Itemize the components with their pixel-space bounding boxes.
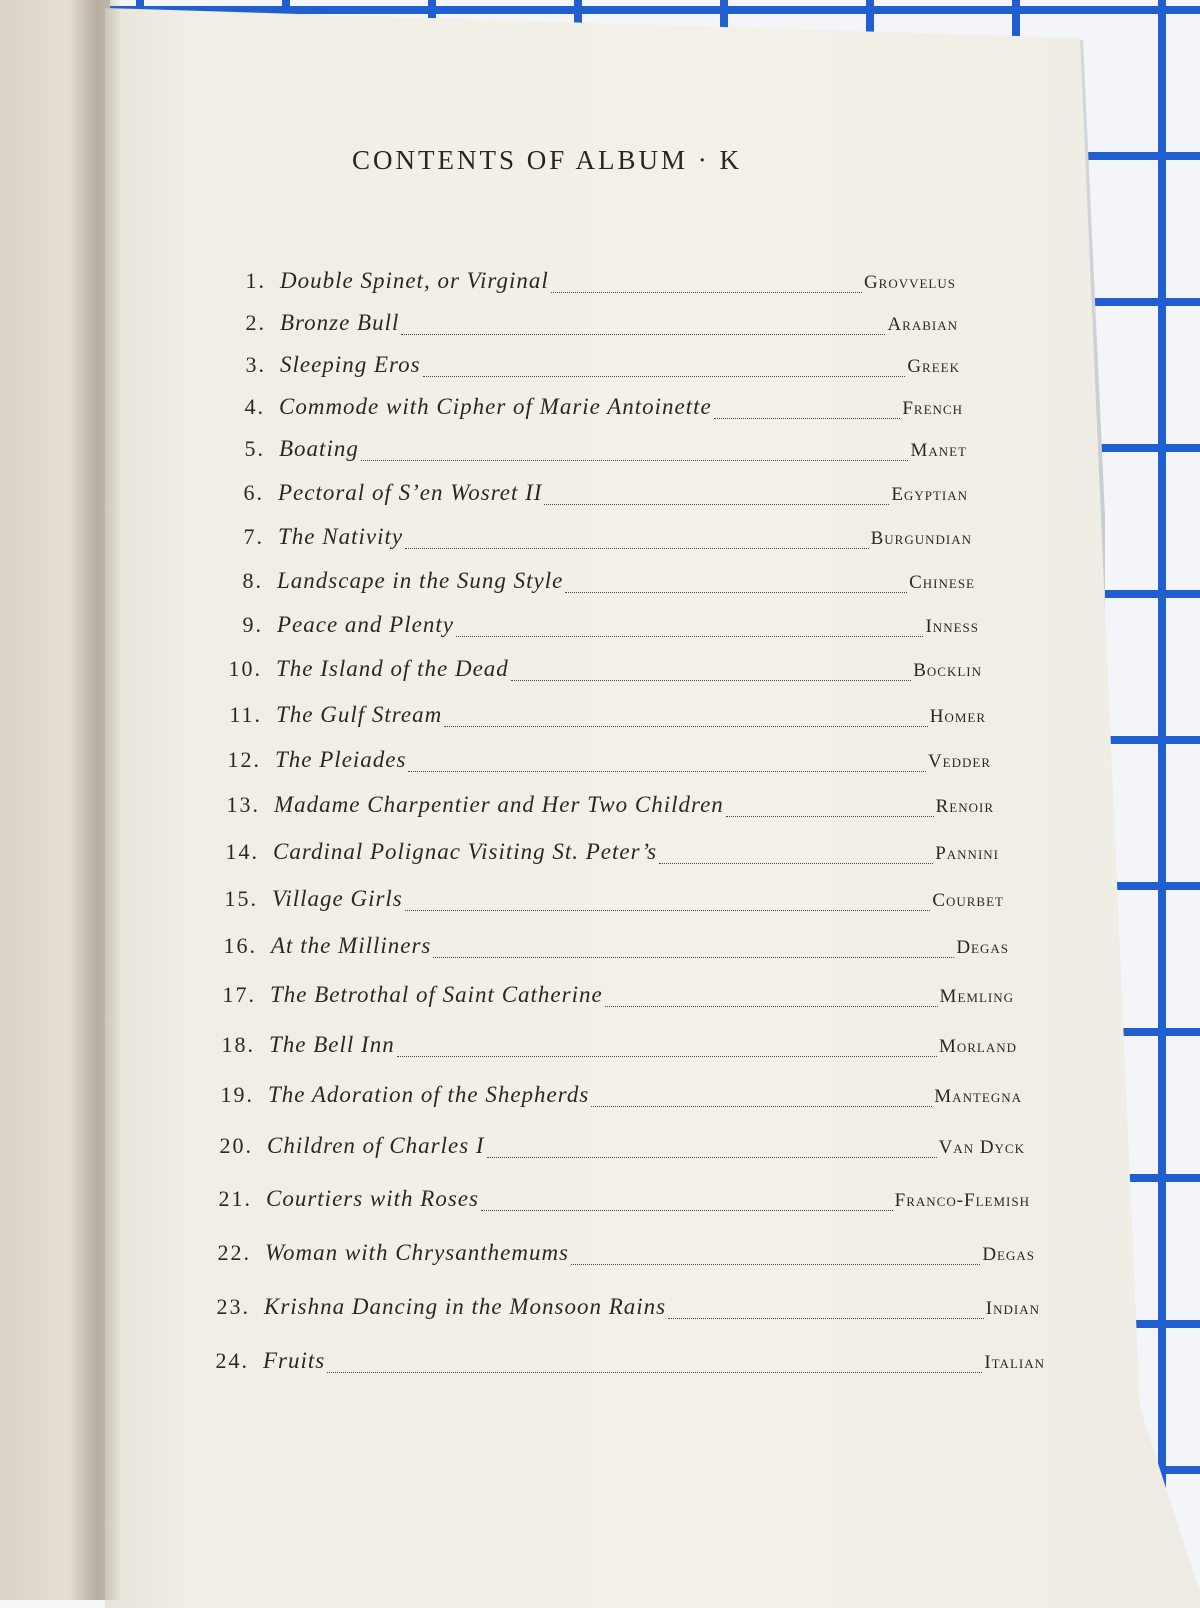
entry-title: Double Spinet, or Virginal bbox=[280, 268, 549, 293]
entry-number: 2. bbox=[245, 310, 266, 335]
entry-attribution: Chinese bbox=[909, 572, 975, 593]
entry-number: 1. bbox=[245, 268, 266, 293]
entry-attribution: Italian bbox=[984, 1352, 1045, 1373]
dot-leader bbox=[481, 1210, 893, 1211]
entry-title: The Nativity bbox=[278, 524, 404, 549]
dot-leader bbox=[591, 1106, 932, 1107]
entry-title: Sleeping Eros bbox=[280, 352, 421, 377]
dot-leader bbox=[511, 680, 911, 681]
entry-attribution: Burgundian bbox=[870, 528, 972, 549]
entry-title: Bronze Bull bbox=[280, 310, 400, 335]
entry-number: 24. bbox=[215, 1348, 249, 1373]
entry-title: Commode with Cipher of Marie Antoinette bbox=[279, 394, 712, 419]
dot-leader bbox=[444, 726, 928, 727]
entry-attribution: Inness bbox=[925, 616, 979, 637]
contents-entry bbox=[217, 436, 967, 468]
contents-entry bbox=[207, 1032, 1017, 1064]
entry-title: Children of Charles I bbox=[267, 1133, 485, 1158]
dot-leader bbox=[327, 1372, 982, 1373]
entry-title: The Island of the Dead bbox=[276, 656, 509, 681]
entry-attribution: Grovvelus bbox=[863, 272, 956, 293]
entry-title: Courtiers with Roses bbox=[266, 1186, 479, 1211]
entry-attribution: Egyptian bbox=[891, 484, 968, 505]
entry-number: 21. bbox=[218, 1186, 252, 1211]
contents-entry bbox=[214, 702, 986, 734]
entry-attribution: Mantegna bbox=[934, 1086, 1022, 1107]
page-title: CONTENTS OF ALBUM · K bbox=[352, 145, 743, 175]
dot-leader bbox=[605, 1006, 938, 1007]
entry-attribution: French bbox=[902, 398, 963, 419]
contents-entry bbox=[215, 568, 975, 600]
entry-title: Woman with Chrysanthemums bbox=[265, 1240, 569, 1265]
contents-entry bbox=[215, 612, 979, 644]
entry-number: 16. bbox=[223, 933, 257, 958]
entry-title: At the Milliners bbox=[271, 933, 432, 958]
dot-leader bbox=[544, 504, 889, 505]
entry-number: 20. bbox=[219, 1133, 253, 1158]
dot-leader bbox=[571, 1264, 980, 1265]
contents-entry bbox=[214, 656, 982, 688]
entry-attribution: Courbet bbox=[932, 890, 1004, 911]
dot-leader bbox=[361, 460, 909, 461]
dot-leader bbox=[423, 376, 906, 377]
dot-leader bbox=[551, 292, 862, 293]
entry-title: Boating bbox=[279, 436, 359, 461]
entry-number: 23. bbox=[216, 1294, 250, 1319]
contents-entry bbox=[202, 1294, 1040, 1326]
dot-leader bbox=[659, 863, 933, 864]
entry-attribution: Renoir bbox=[935, 796, 994, 817]
entry-title: Fruits bbox=[263, 1348, 326, 1373]
dot-leader bbox=[714, 418, 901, 419]
entry-attribution: Indian bbox=[985, 1298, 1040, 1319]
entry-number: 9. bbox=[242, 612, 263, 637]
entry-number: 8. bbox=[242, 568, 263, 593]
entry-attribution: Franco-Flemish bbox=[894, 1190, 1030, 1211]
contents-entry bbox=[209, 933, 1009, 965]
dot-leader bbox=[405, 548, 869, 549]
contents-entry bbox=[218, 268, 956, 300]
entry-attribution: Degas bbox=[956, 937, 1009, 958]
dot-leader bbox=[565, 592, 907, 593]
entry-title: Madame Charpentier and Her Two Children bbox=[274, 792, 724, 817]
contents-entry bbox=[218, 352, 960, 384]
contents-entry bbox=[201, 1348, 1045, 1380]
entry-attribution: Arabian bbox=[887, 314, 958, 335]
entry-title: The Adoration of the Shepherds bbox=[268, 1082, 590, 1107]
contents-entry bbox=[211, 839, 999, 871]
entry-attribution: Vedder bbox=[927, 751, 991, 772]
contents-entry bbox=[213, 747, 991, 779]
entry-number: 3. bbox=[245, 352, 266, 377]
entry-title: Village Girls bbox=[272, 886, 403, 911]
dot-leader bbox=[726, 816, 934, 817]
entry-number: 17. bbox=[222, 982, 256, 1007]
entry-title: Krishna Dancing in the Monsoon Rains bbox=[264, 1294, 667, 1319]
entry-number: 19. bbox=[220, 1082, 254, 1107]
entry-title: The Gulf Stream bbox=[276, 702, 443, 727]
dot-leader bbox=[668, 1318, 984, 1319]
entry-number: 11. bbox=[229, 702, 262, 727]
entry-title: Peace and Plenty bbox=[277, 612, 454, 637]
entry-attribution: Manet bbox=[910, 440, 967, 461]
entry-title: The Pleiades bbox=[275, 747, 407, 772]
contents-entry bbox=[216, 480, 968, 512]
entry-attribution: Pannini bbox=[935, 843, 999, 864]
dot-leader bbox=[397, 1056, 937, 1057]
entry-attribution: Van Dyck bbox=[938, 1137, 1025, 1158]
entry-number: 7. bbox=[243, 524, 264, 549]
entry-title: The Bell Inn bbox=[269, 1032, 395, 1057]
entry-attribution: Morland bbox=[938, 1036, 1017, 1057]
entry-title: The Betrothal of Saint Catherine bbox=[270, 982, 603, 1007]
entry-number: 13. bbox=[226, 792, 260, 817]
dot-leader bbox=[487, 1157, 937, 1158]
entry-attribution: Bocklin bbox=[913, 660, 982, 681]
entry-number: 14. bbox=[225, 839, 259, 864]
contents-entry bbox=[203, 1240, 1035, 1272]
contents-entry bbox=[212, 792, 994, 824]
entry-number: 10. bbox=[228, 656, 262, 681]
contents-entry bbox=[217, 394, 963, 426]
entry-number: 22. bbox=[217, 1240, 251, 1265]
dot-leader bbox=[433, 957, 954, 958]
contents-entry bbox=[218, 310, 958, 342]
entry-number: 5. bbox=[244, 436, 265, 461]
contents-entry bbox=[216, 524, 972, 556]
entry-number: 6. bbox=[243, 480, 264, 505]
entry-number: 18. bbox=[221, 1032, 255, 1057]
contents-entry bbox=[205, 1133, 1025, 1165]
entry-attribution: Degas bbox=[982, 1244, 1035, 1265]
contents-entry bbox=[208, 982, 1014, 1014]
contents-entry bbox=[210, 886, 1004, 918]
contents-entry bbox=[204, 1186, 1030, 1218]
dot-leader bbox=[408, 771, 925, 772]
dot-leader bbox=[405, 910, 931, 911]
entry-attribution: Memling bbox=[939, 986, 1014, 1007]
dot-leader bbox=[401, 334, 885, 335]
entry-number: 15. bbox=[224, 886, 258, 911]
contents-entry bbox=[206, 1082, 1022, 1114]
entry-title: Pectoral of S’en Wosret II bbox=[278, 480, 543, 505]
entry-number: 12. bbox=[227, 747, 261, 772]
entry-number: 4. bbox=[244, 394, 265, 419]
entry-attribution: Homer bbox=[929, 706, 986, 727]
entry-title: Cardinal Polignac Visiting St. Peter’s bbox=[273, 839, 658, 864]
dot-leader bbox=[456, 636, 924, 637]
entry-attribution: Greek bbox=[907, 356, 960, 377]
entry-title: Landscape in the Sung Style bbox=[277, 568, 564, 593]
